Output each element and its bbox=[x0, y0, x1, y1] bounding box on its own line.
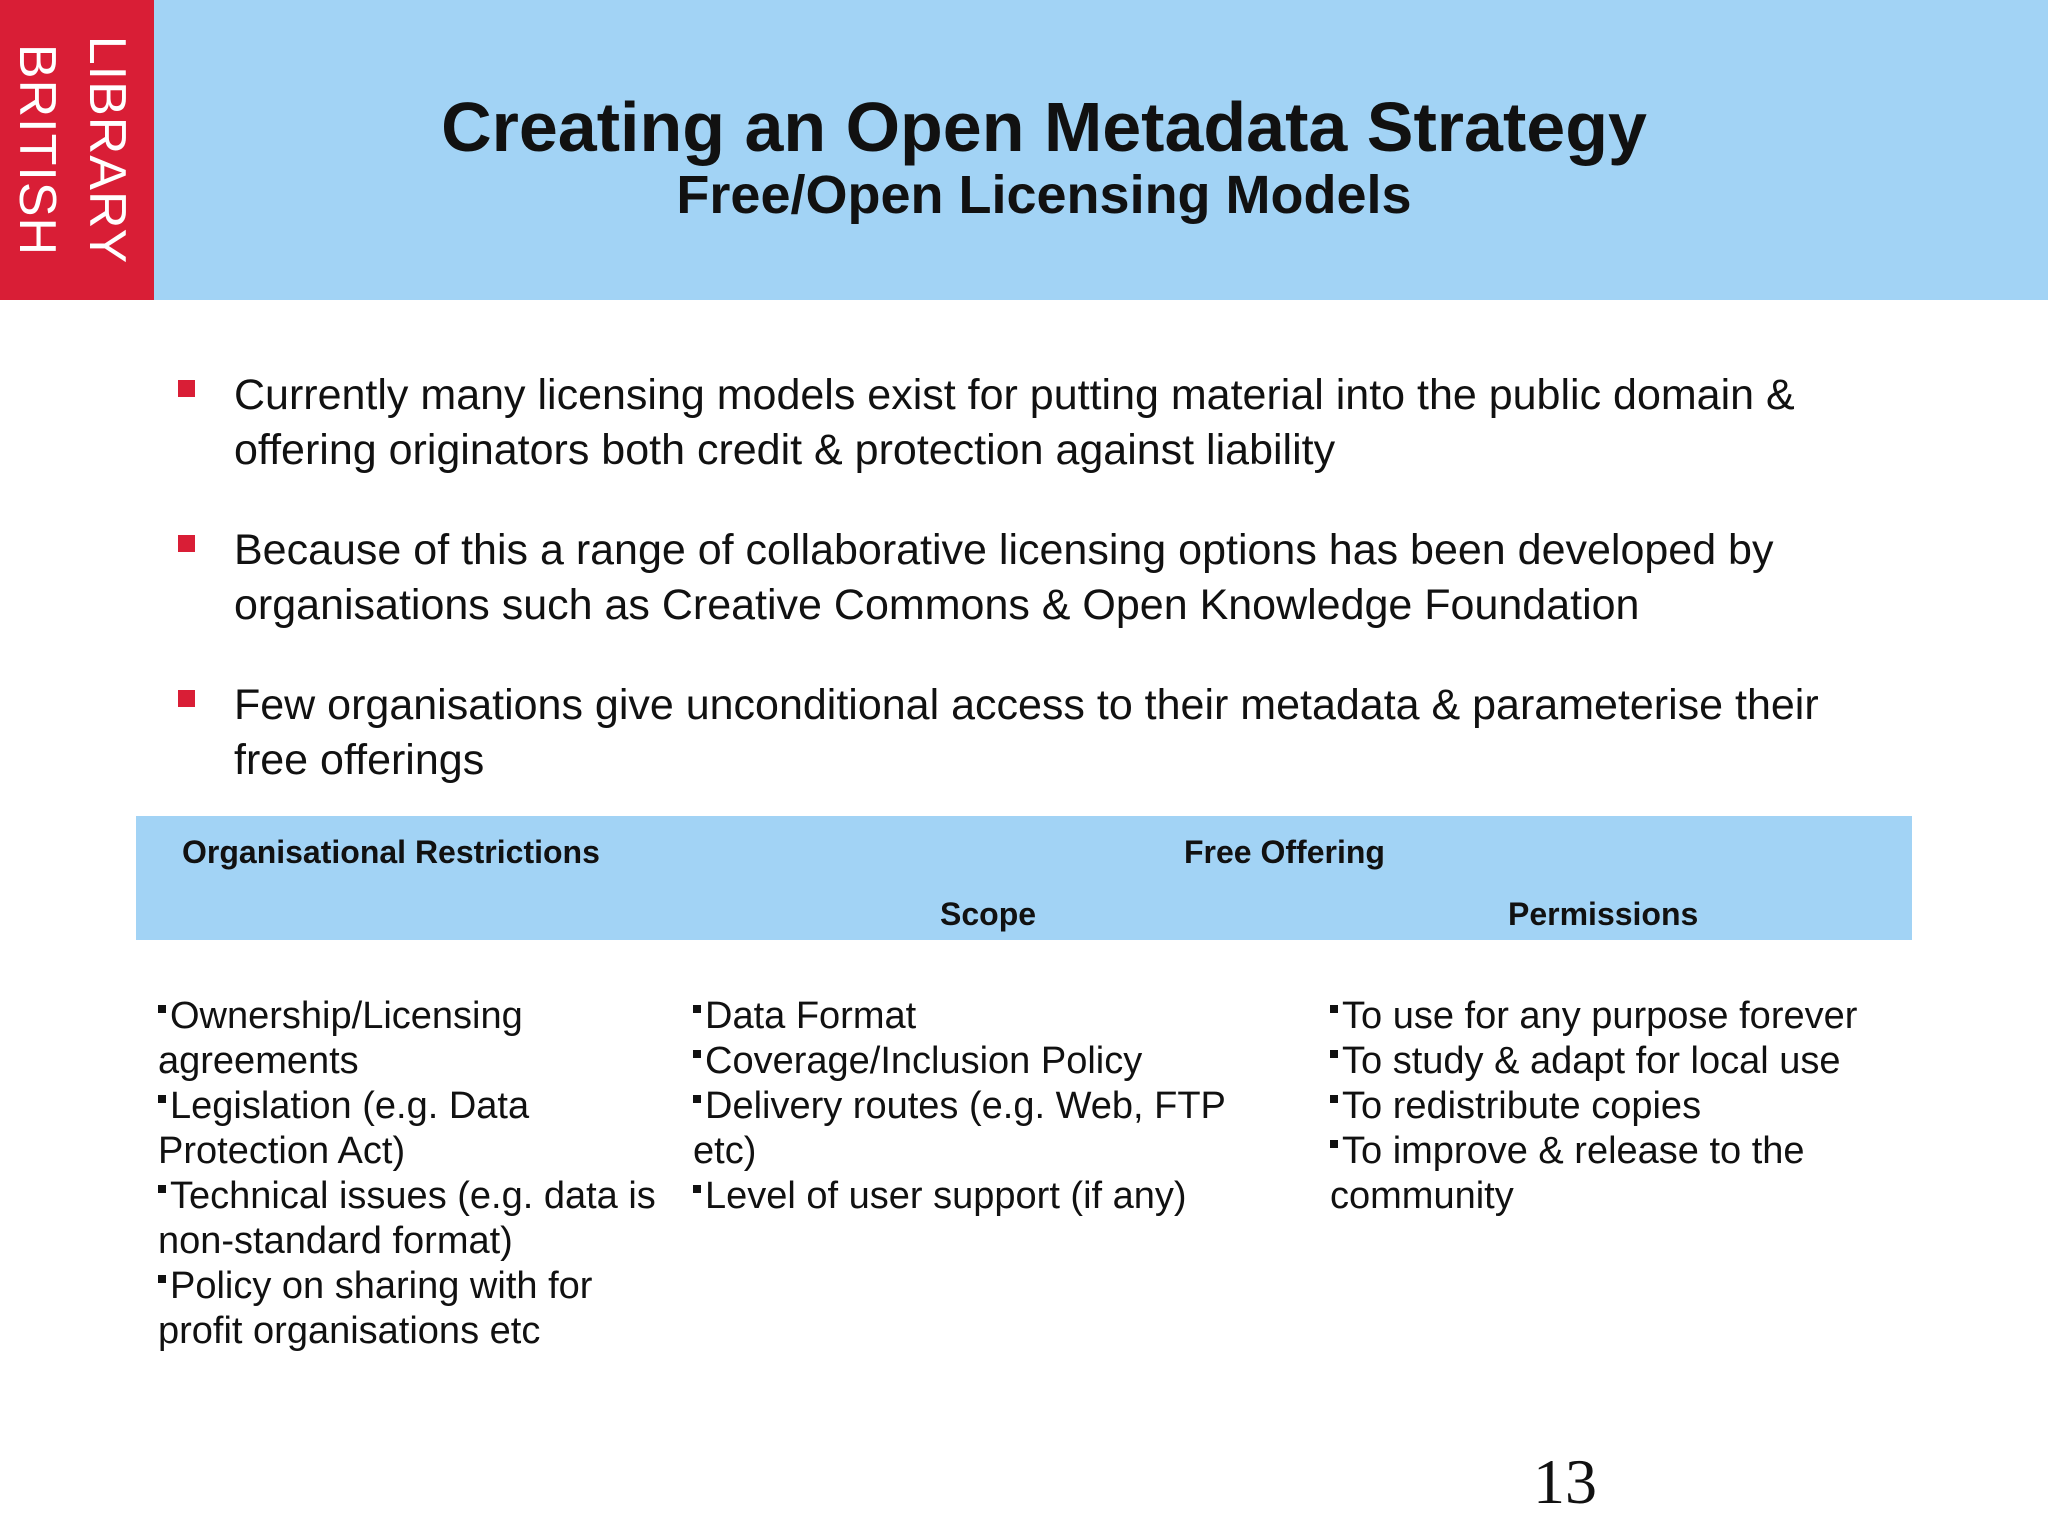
red-square-bullet-icon bbox=[178, 535, 195, 552]
square-bullet-icon bbox=[1330, 1005, 1338, 1013]
bullet-text: Because of this a range of collaborative licensing options has been developed by organisations such as Creative Commons & Open Knowledge Foundation bbox=[234, 526, 1774, 629]
british-library-logo bbox=[0, 0, 154, 300]
list-item: Technical issues (e.g. data is non-standard format) bbox=[158, 1175, 656, 1262]
list-item: Data Format bbox=[693, 994, 1293, 1039]
organisational-restrictions-column bbox=[158, 994, 658, 1354]
logo-word-library: LIBRARY bbox=[78, 35, 136, 265]
square-bullet-icon bbox=[693, 1185, 701, 1193]
red-square-bullet-icon bbox=[178, 690, 195, 707]
scope-column bbox=[693, 994, 1293, 1219]
square-bullet-icon bbox=[693, 1050, 701, 1058]
square-bullet-icon bbox=[158, 1185, 166, 1193]
square-bullet-icon bbox=[1330, 1050, 1338, 1058]
list-item: Level of user support (if any) bbox=[693, 1174, 1293, 1219]
list-item: To redistribute copies bbox=[1330, 1084, 1930, 1129]
list-item: Ownership/Licensing agreements bbox=[158, 995, 523, 1082]
list-item: To use for any purpose forever bbox=[1330, 994, 1930, 1039]
list-item: Policy on sharing with for profit organisations etc bbox=[158, 1265, 593, 1352]
header-free-offering: Free Offering bbox=[1184, 834, 1385, 870]
permissions-column bbox=[1330, 994, 1930, 1219]
bullet-text: Few organisations give unconditional access to their metadata & parameterise their free offerings bbox=[234, 681, 1819, 784]
bullet-item bbox=[176, 678, 1896, 788]
logo-word-british: BRITISH bbox=[8, 43, 66, 257]
square-bullet-icon bbox=[693, 1005, 701, 1013]
square-bullet-icon bbox=[158, 1005, 166, 1013]
bullet-item bbox=[176, 523, 1896, 633]
bullet-item bbox=[176, 368, 1896, 478]
bullet-text: Currently many licensing models exist for putting material into the public domain & offering originators both credit & protection against liability bbox=[234, 371, 1795, 474]
header-organisational-restrictions: Organisational Restrictions bbox=[182, 834, 600, 870]
header-permissions: Permissions bbox=[1508, 896, 1699, 932]
list-item: Coverage/Inclusion Policy bbox=[693, 1039, 1293, 1084]
red-square-bullet-icon bbox=[178, 380, 195, 397]
page-number: 13 bbox=[1533, 1446, 1597, 1517]
list-item: To improve & release to the community bbox=[1330, 1130, 1805, 1217]
square-bullet-icon bbox=[158, 1275, 166, 1283]
header-scope: Scope bbox=[940, 896, 1037, 932]
list-item: To study & adapt for local use bbox=[1330, 1039, 1930, 1084]
table-header bbox=[136, 816, 1912, 940]
square-bullet-icon bbox=[693, 1095, 701, 1103]
slide-subtitle: Free/Open Licensing Models bbox=[676, 165, 1412, 225]
list-item: Legislation (e.g. Data Protection Act) bbox=[158, 1085, 530, 1172]
bullet-list bbox=[176, 368, 1896, 833]
list-item: Delivery routes (e.g. Web, FTP etc) bbox=[693, 1085, 1226, 1172]
slide-title: Creating an Open Metadata Strategy bbox=[441, 88, 1647, 166]
square-bullet-icon bbox=[1330, 1095, 1338, 1103]
square-bullet-icon bbox=[1330, 1140, 1338, 1148]
square-bullet-icon bbox=[158, 1095, 166, 1103]
